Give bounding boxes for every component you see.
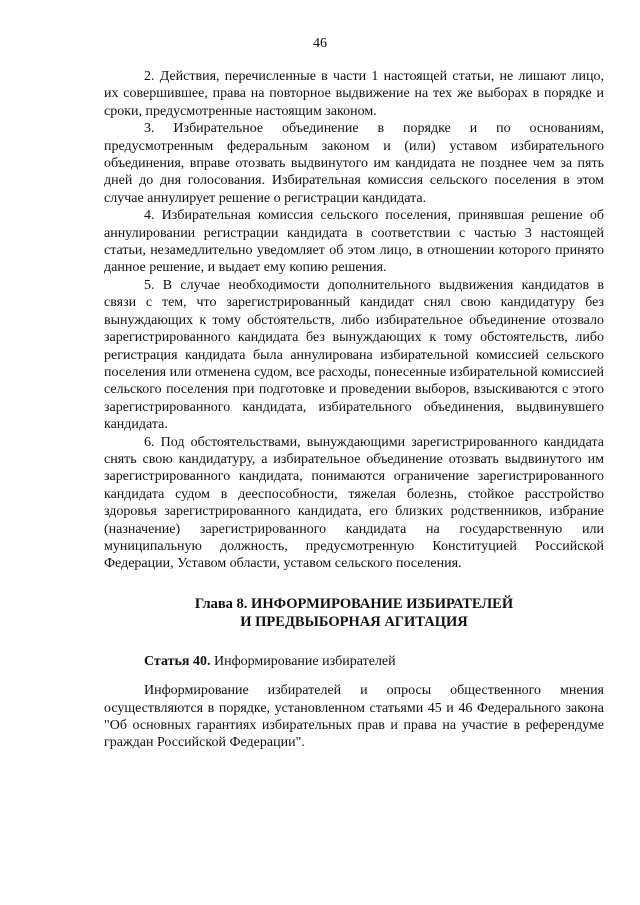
paragraph-part-5: 5. В случае необходимости дополнительного выдвижения кандидатов в связи с тем, что зарегистрированный кандидат снял свою кандидатуру без вынуждающих к тому обстоятельств, либо избирательное объединение отозвало зарегистрированного кандидата без вынуждающих к тому обстоятельств, либо регистрация кандидата была аннулирована избирательной комиссией сельского поселения или отменена судом, все расходы, понесенные избирательной комиссией сельского поселения при подготовке и проведении выборов, взыскиваются с этого зарегистрированного кандидата, избирательного объединения, выдвинувшего кандидата. bbox=[104, 277, 605, 433]
article-title: Информирование избирателей bbox=[210, 653, 396, 669]
article-heading bbox=[104, 653, 604, 670]
article-text: Информирование избирателей и опросы общественного мнения осуществляются в порядке, установленном статьями 45 и 46 Федерального закона "Об основных гарантиях избирательных прав и права на участие в референдуме граждан Российской Федерации". bbox=[104, 683, 604, 751]
article-number: Статья 40. bbox=[144, 653, 211, 669]
chapter-heading-line-1: Глава 8. ИНФОРМИРОВАНИЕ ИЗБИРАТЕЛЕЙ bbox=[194, 595, 514, 612]
paragraph-part-6: 6. Под обстоятельствами, вынуждающими зарегистрированного кандидата снять свою кандидатуру, а избирательное объединение отозвать выдвинутого им зарегистрированного кандидата, понимаются ограничение зарегистрированного кандидата судом в дееспособности, тяжелая болезнь, стойкое расстройство здоровья зарегистрированного кандидата, его близких родственников, избрание (назначение) зарегистрированного кандидата на государственную или муниципальную должность, предусмотренную Конституцией Российской Федерации, Уставом области, уставом сельского поселения. bbox=[104, 434, 604, 572]
page-number: 46 bbox=[313, 36, 327, 51]
document-body bbox=[104, 68, 604, 752]
paragraph-part-3: 3. Избирательное объединение в порядке и по основаниям, предусмотренным федеральным законом и (или) уставом избирательного объединения, вправе отозвать выдвинутого им кандидата не позднее чем за пять дней до дня голосования. Избирательная комиссия сельского поселения в этом случае аннулирует решение о регистрации кандидата. bbox=[104, 121, 604, 206]
paragraph-part-4: 4. Избирательная комиссия сельского поселения, принявшая решение об аннулировании регистрации кандидата в соответствии с частью 3 настоящей статьи, незамедлительно уведомляет об этом лицо, в отношении которого принято данное решение, и выдает ему копию решения. bbox=[104, 208, 604, 276]
chapter-heading-line-2: И ПРЕДВЫБОРНАЯ АГИТАЦИЯ bbox=[240, 613, 468, 630]
chapter-heading bbox=[104, 595, 604, 631]
paragraph-part-2: 2. Действия, перечисленные в части 1 настоящей статьи, не лишают лицо, их совершившее, права на повторное выдвижение на тех же выборах в порядке и сроки, предусмотренные настоящим законом. bbox=[104, 69, 604, 119]
